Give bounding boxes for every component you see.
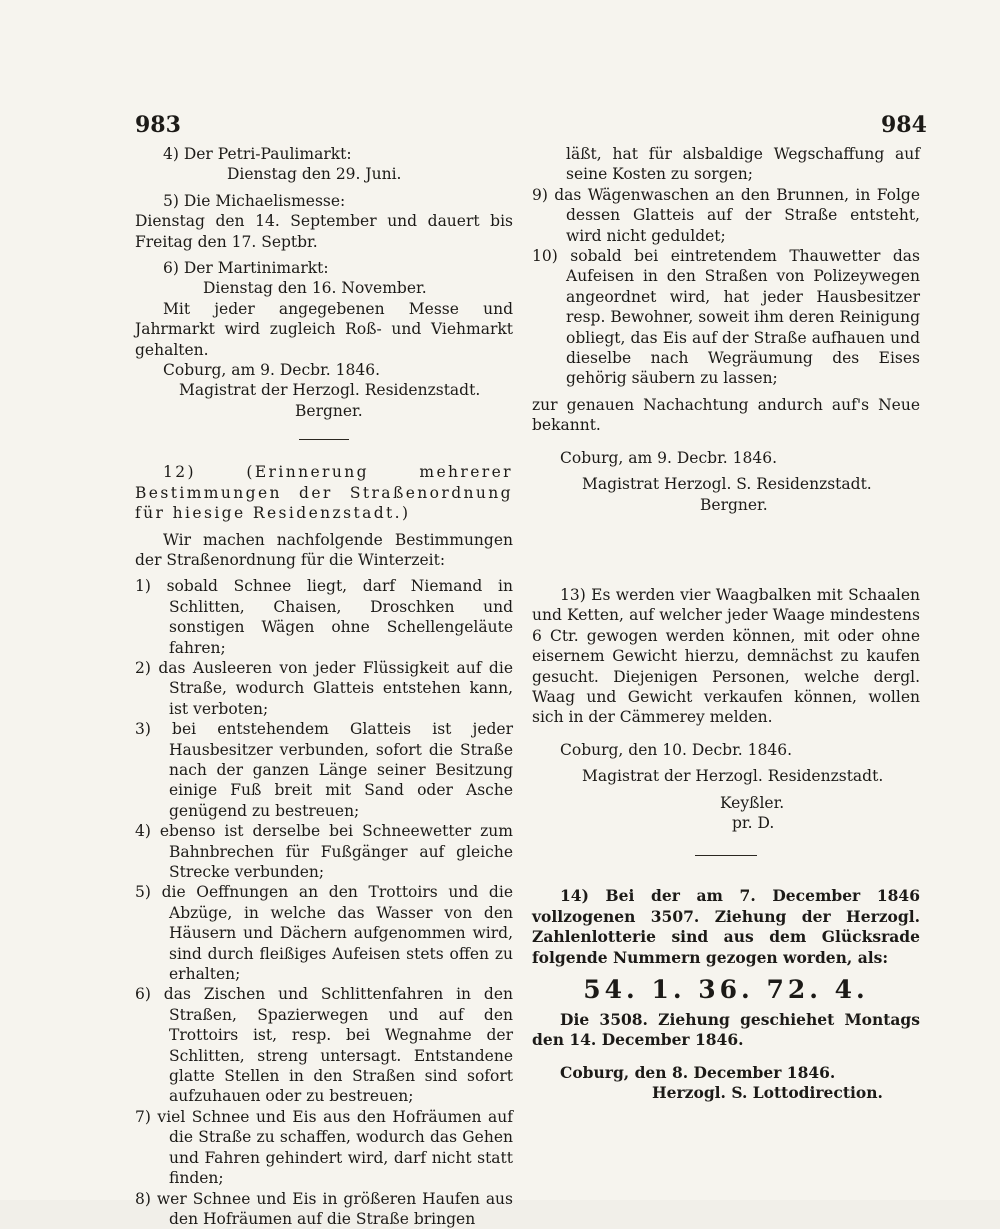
date-line-1: Coburg, am 9. Decbr. 1846. (135, 360, 513, 380)
notice-12-heading: 12) (Erinnerung mehrerer Bestimmungen der Straßenordnung für hiesige Residenzstadt.) (135, 462, 513, 523)
rule-8: 8) wer Schnee und Eis in größeren Haufen aus den Hofräumen auf die Straße bringen (135, 1189, 513, 1229)
left-column (135, 144, 513, 1229)
lottery-numbers: 54. 1. 36. 72. 4. (532, 974, 920, 1006)
magistrat-line-2: Magistrat Herzogl. S. Residenzstadt. (532, 474, 920, 494)
page-number-right: 984 (881, 112, 927, 138)
rule-3: 3) bei entstehendem Glatteis ist jeder Hausbesitzer verbunden, sofort die Straße nach der ganzen Länge seiner Besitzung einige Fuß breit mit Sand oder Asche genügend zu bestreuen; (135, 719, 513, 821)
market-4-date: Dienstag den 29. Juni. (135, 164, 513, 184)
page-number-left: 983 (135, 112, 181, 138)
rule-2: 2) das Ausleeren von jeder Flüssigkeit auf die Straße, wodurch Glatteis entstehen kann, ist verboten; (135, 658, 513, 719)
notice-12-closing: zur genauen Nachachtung andurch auf's Neue bekannt. (532, 395, 920, 436)
market-4-title: 4) Der Petri-Paulimarkt: (135, 144, 513, 164)
signer-3-initials: pr. D. (532, 813, 920, 833)
market-6-date: Dienstag den 16. November. (135, 278, 513, 298)
rule-7: 7) viel Schnee und Eis aus den Hofräumen auf die Straße zu schaffen, wodurch das Gehen und Fahren gehindert wird, darf nicht statt finden; (135, 1107, 513, 1189)
rule-8-continued: läßt, hat für alsbaldige Wegschaffung auf seine Kosten zu sorgen; (532, 144, 920, 185)
rule-9: 9) das Wägenwaschen an den Brunnen, in Folge dessen Glatteis auf der Straße entsteht, wird nicht geduldet; (532, 185, 920, 246)
magistrat-line-3: Magistrat der Herzogl. Residenzstadt. (532, 766, 920, 786)
signer-1: Bergner. (135, 401, 513, 421)
rule-1: 1) sobald Schnee liegt, darf Niemand in Schlitten, Chaisen, Droschken und sonstigen Wägen ohne Schellengeläute fahren; (135, 576, 513, 658)
rule-10: 10) sobald bei eintretendem Thauwetter das Aufeisen in den Straßen von Polizeywegen angeordnet wird, hat jeder Hausbesitzer resp. Bewohner, soweit ihm deren Reinigung obliegt, das Eis auf der Straße aufhauen und dieselbe nach Wegräumung des Eises gehörig säubern zu lassen; (532, 246, 920, 389)
date-line-3: Coburg, den 10. Decbr. 1846. (532, 740, 920, 760)
right-column (532, 144, 920, 1104)
signer-3: Keyßler. (532, 793, 920, 813)
notice-13: 13) Es werden vier Waagbalken mit Schaalen und Ketten, auf welcher jeder Waage mindestens 6 Ctr. gewogen werden können, mit oder ohne eisernem Gewicht hierzu, demnächst zu kaufen gesucht. Diejenigen Personen, welche dergl. Waag und Gewicht verkaufen können, wollen sich in der Cämmerey melden. (532, 585, 920, 728)
signer-2: Bergner. (532, 495, 920, 515)
date-line-2: Coburg, am 9. Decbr. 1846. (532, 448, 920, 468)
rule-4: 4) ebenso ist derselbe bei Schneewetter zum Bahnbrechen für Fußgänger auf gleiche Strecke verbunden; (135, 821, 513, 882)
section-divider-2 (695, 855, 757, 856)
market-5-date: Dienstag den 14. September und dauert bis Freitag den 17. Septbr. (135, 211, 513, 252)
section-divider-1 (299, 439, 349, 440)
rule-6: 6) das Zischen und Schlittenfahren in den Straßen, Spazierwegen und auf den Trottoirs ist, resp. bei Wegnahme der Schlitten, streng untersagt. Entstandene glatte Stellen in den Straßen sind sofort aufzuhauen oder zu bestreuen; (135, 984, 513, 1106)
rule-5: 5) die Oeffnungen an den Trottoirs und die Abzüge, in welche das Wasser von den Häusern und Dächern aufgenommen wird, sind durch fleißiges Aufeisen stets offen zu erhalten; (135, 882, 513, 984)
signer-4: Herzogl. S. Lottodirection. (532, 1083, 920, 1103)
market-5-title: 5) Die Michaelismesse: (135, 191, 513, 211)
date-line-4: Coburg, den 8. December 1846. (532, 1063, 920, 1083)
market-closing: Mit jeder angegebenen Messe und Jahrmarkt wird zugleich Roß- und Viehmarkt gehalten. (135, 299, 513, 360)
notice-12-intro: Wir machen nachfolgende Bestimmungen der Straßenordnung für die Winterzeit: (135, 530, 513, 571)
notice-14: 14) Bei der am 7. December 1846 vollzogenen 3507. Ziehung der Herzogl. Zahlenlotterie sind aus dem Glücksrade folgende Nummern gezogen worden, als: (532, 886, 920, 968)
magistrat-line-1: Magistrat der Herzogl. Residenzstadt. (135, 380, 513, 400)
market-6-title: 6) Der Martinimarkt: (135, 258, 513, 278)
next-draw: Die 3508. Ziehung geschiehet Montags den 14. December 1846. (532, 1010, 920, 1051)
